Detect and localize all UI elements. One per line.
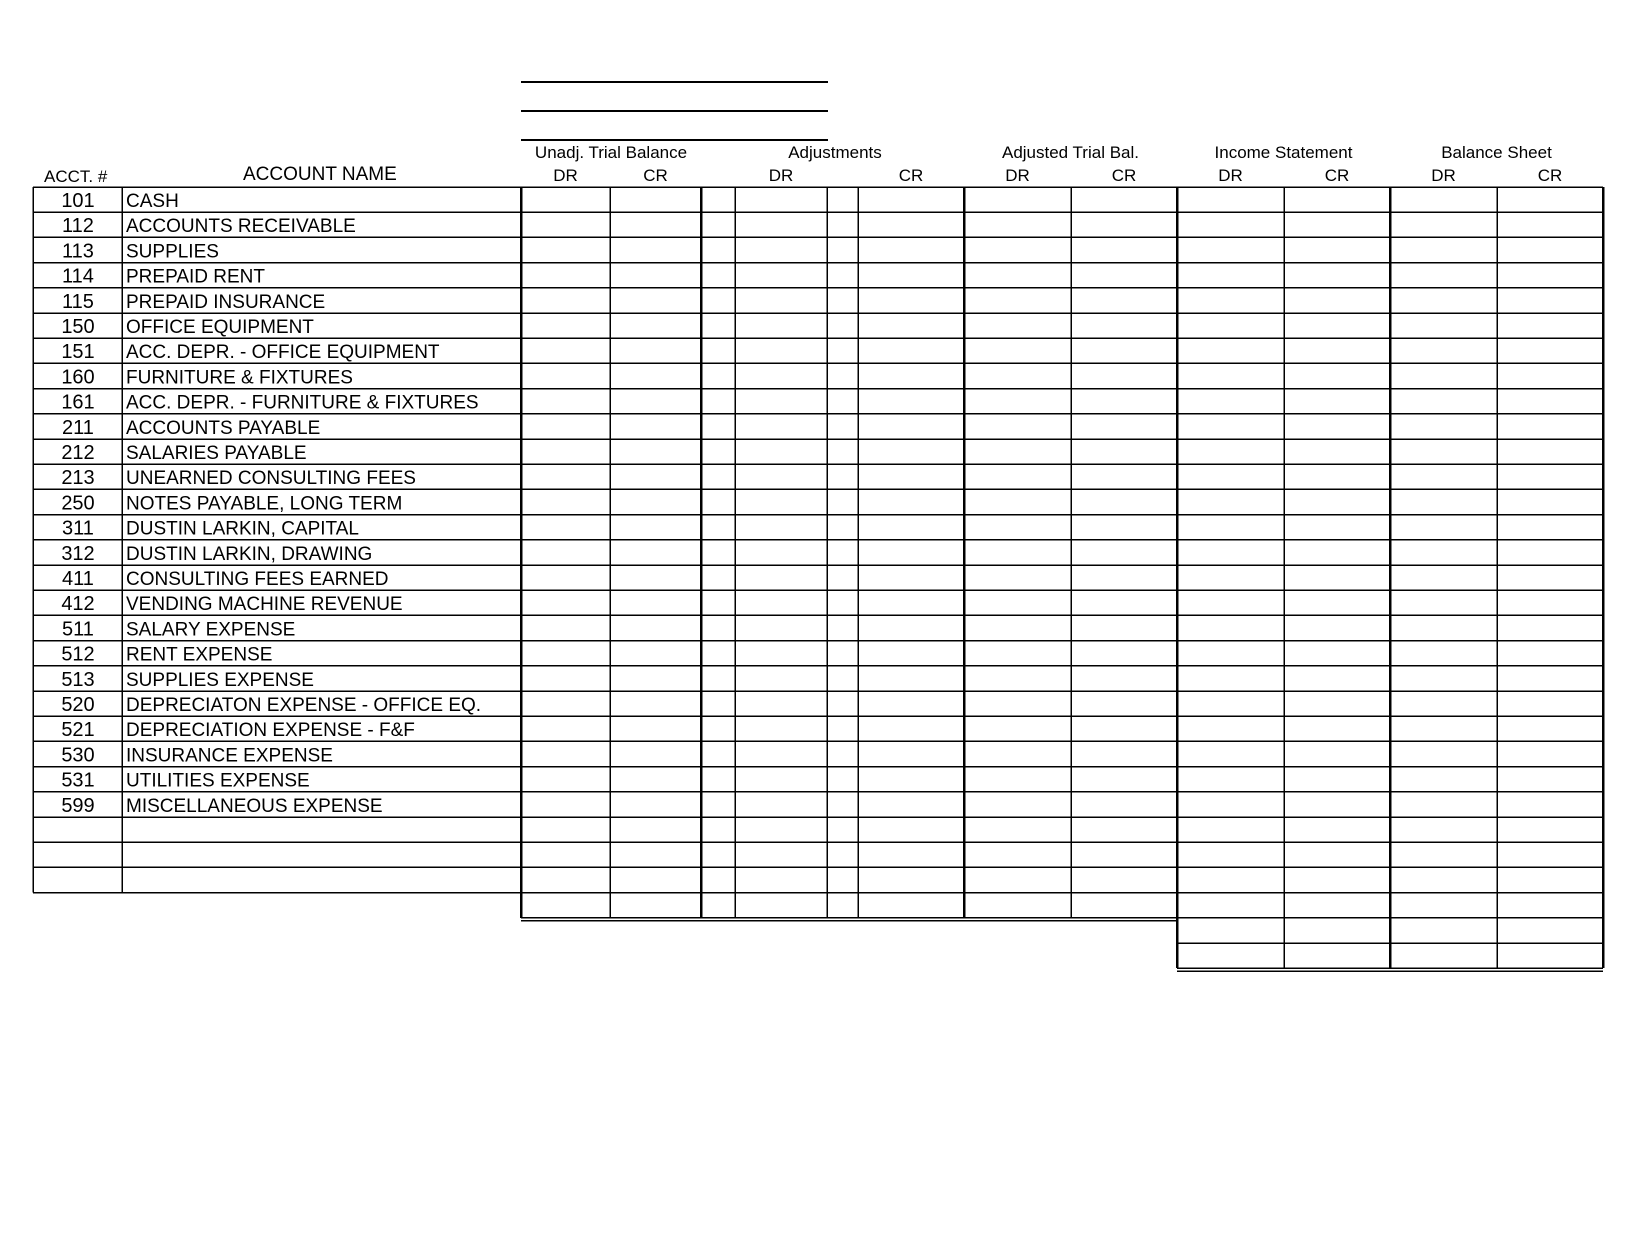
account-name: OFFICE EQUIPMENT [126,317,314,338]
account-number: 101 [61,190,95,212]
section-title-adjustments: Adjustments [788,143,882,162]
account-number: 520 [61,694,95,716]
account-name: MISCELLANEOUS EXPENSE [126,795,383,817]
account-number: 211 [62,416,94,439]
section-title-adjusted-trial-bal: Adjusted Trial Bal. [1001,143,1139,162]
account-number: 160 [61,366,95,389]
account-name-header: ACCOUNT NAME [243,164,397,185]
adjustments-cr-header: CR [898,166,924,185]
account-number: 512 [61,643,95,666]
balance-cr-header: CR [1537,166,1563,185]
account-name: UTILITIES EXPENSE [126,770,310,792]
account-name: UNEARNED CONSULTING FEES [126,468,416,490]
account-number: 112 [62,215,94,238]
section-title-income-statement: Income Statement [1214,143,1353,162]
account-name: ACCOUNTS RECEIVABLE [126,216,356,238]
account-number: 411 [62,568,94,590]
account-name: DEPRECIATION EXPENSE - F&F [126,720,415,742]
account-number: 150 [61,316,95,338]
account-number: 115 [62,290,94,313]
account-number: 114 [62,265,94,288]
account-name: FURNITURE & FIXTURES [126,367,353,389]
account-name: ACCOUNTS PAYABLE [126,417,321,439]
acct-number-header: ACCT. # [44,167,108,186]
unadj-dr-header: DR [553,166,578,185]
account-name: NOTES PAYABLE, LONG TERM [126,493,403,515]
account-name: SUPPLIES EXPENSE [126,669,314,691]
unadj-cr-header: CR [643,166,668,185]
account-name: INSURANCE EXPENSE [126,745,333,767]
account-number: 161 [61,391,95,414]
account-name: SALARY EXPENSE [126,619,296,641]
account-name: DUSTIN LARKIN, CAPITAL [126,518,359,540]
income-cr-header: CR [1324,166,1350,185]
account-number: 113 [62,240,94,263]
account-number: 511 [62,618,94,641]
account-number: 311 [62,517,94,540]
account-number: 213 [61,467,95,490]
account-name: RENT EXPENSE [126,644,273,666]
account-number: 212 [61,442,95,464]
account-number: 599 [61,794,95,817]
account-number: 513 [61,668,95,691]
account-number: 412 [61,593,95,616]
account-number: 151 [61,341,95,364]
account-number: 531 [61,769,95,792]
adjusted-cr-header: CR [1111,166,1137,185]
account-name: DEPRECIATON EXPENSE - OFFICE EQ. [126,695,482,716]
section-title-balance-sheet: Balance Sheet [1441,143,1552,162]
account-name: PREPAID RENT [126,266,266,288]
account-name: PREPAID INSURANCE [126,291,326,313]
account-number: 250 [61,492,95,515]
section-title-unadj-trial-balance: Unadj. Trial Balance [534,143,688,162]
account-name: SUPPLIES [126,241,219,263]
account-name: ACC. DEPR. - FURNITURE & FIXTURES [126,392,479,414]
account-number: 312 [61,542,95,565]
account-name: ACC. DEPR. - OFFICE EQUIPMENT [126,342,440,364]
account-name: SALARIES PAYABLE [126,443,307,464]
account-name: CASH [126,191,179,212]
adjusted-dr-header: DR [1005,166,1030,185]
income-dr-header: DR [1218,166,1243,185]
account-number: 521 [61,719,95,742]
account-name: CONSULTING FEES EARNED [126,569,389,590]
account-name: DUSTIN LARKIN, DRAWING [126,543,373,565]
account-name: VENDING MACHINE REVENUE [126,594,403,616]
balance-dr-header: DR [1431,166,1456,185]
adjustments-dr-header: DR [768,166,794,185]
account-number: 530 [61,744,95,767]
